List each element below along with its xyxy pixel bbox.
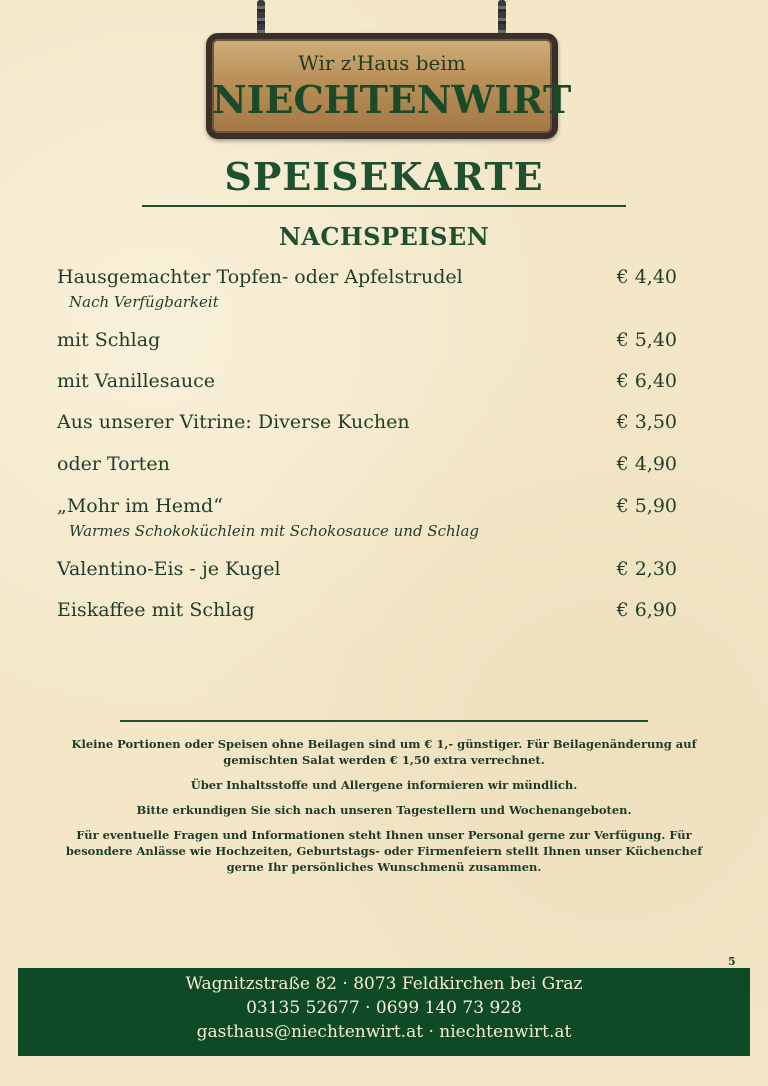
title-divider xyxy=(142,205,626,207)
menu-item-price: € 4,40 xyxy=(616,266,677,288)
note-portions: Kleine Portionen oder Speisen ohne Beilagen sind um € 1,- günstiger. Für Beilagenänderung auf gemischten Salat werden € 1,50 extra verrechnet. xyxy=(71,737,697,767)
menu-item-name: oder Torten xyxy=(57,453,170,475)
footer-contact-links[interactable]: gasthaus@niechtenwirt.at · niechtenwirt.at xyxy=(196,1022,572,1042)
page-title: SPEISEKARTE xyxy=(224,154,544,199)
menu-item-price: € 6,90 xyxy=(616,599,677,621)
menu-item-price: € 5,90 xyxy=(616,495,677,517)
menu-item-description: Warmes Schokoküchlein mit Schokosauce und Schlag xyxy=(69,522,480,540)
menu-item-price: € 5,40 xyxy=(616,329,677,351)
sign-tagline: Wir z'Haus beim xyxy=(298,51,466,75)
section-title: NACHSPEISEN xyxy=(278,222,490,251)
menu-item-name: Valentino-Eis - je Kugel xyxy=(57,558,281,580)
restaurant-name: NIECHTENWIRT xyxy=(212,77,572,122)
menu-item-price: € 6,40 xyxy=(616,370,677,392)
notes-block xyxy=(60,736,708,884)
menu-item-name: Hausgemachter Topfen- oder Apfelstrudel xyxy=(57,266,463,288)
page-number: 5 xyxy=(728,955,736,968)
menu-item-name: Eiskaffee mit Schlag xyxy=(57,599,255,621)
note-allergens: Über Inhaltsstoffe und Allergene informieren wir mündlich. xyxy=(190,778,578,792)
menu-item-price: € 2,30 xyxy=(616,558,677,580)
menu-item-description: Nach Verfügbarkeit xyxy=(69,293,219,311)
restaurant-sign-logo xyxy=(206,33,572,139)
note-events: Für eventuelle Fragen und Informationen steht Ihnen unser Personal gerne zur Verfügung. Für besondere Anlässe wie Hochzeiten, Geburtstags- oder Firmenfeiern stellt Ihnen unser Küchenchef gerne Ihr persönliches Wunschmenü zusammen. xyxy=(65,828,703,874)
note-daily-specials: Bitte erkundigen Sie sich nach unseren Tagestellern und Wochenangeboten. xyxy=(136,803,632,817)
notes-divider xyxy=(120,720,648,722)
menu-item-name: „Mohr im Hemd“ xyxy=(57,495,223,517)
menu-item-name: Aus unserer Vitrine: Diverse Kuchen xyxy=(57,411,410,433)
footer-address: Wagnitzstraße 82 · 8073 Feldkirchen bei Graz xyxy=(185,974,583,994)
menu-item-name: mit Schlag xyxy=(57,329,161,351)
footer-phone: 03135 52677 · 0699 140 73 928 xyxy=(246,998,522,1018)
menu-item-price: € 3,50 xyxy=(616,411,677,433)
contact-footer xyxy=(18,968,750,1056)
menu-item-name: mit Vanillesauce xyxy=(57,370,215,392)
menu-item-price: € 4,90 xyxy=(616,453,677,475)
